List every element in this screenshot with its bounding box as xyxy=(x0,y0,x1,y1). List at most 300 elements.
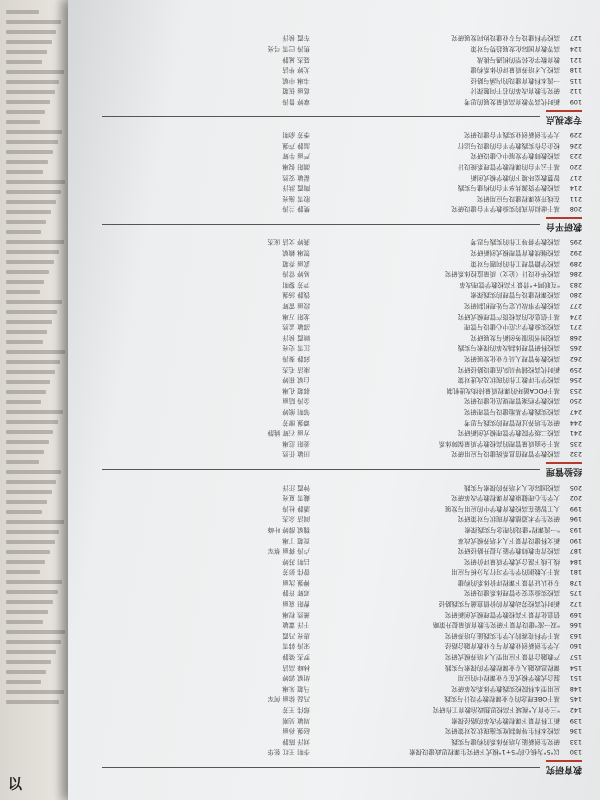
article-authors: 贺琳 赖斌 xyxy=(282,249,310,258)
article-title: 高校实验室安全管理体系建设研究 xyxy=(464,589,560,598)
article-authors: 周敏 吴刚 xyxy=(282,716,310,725)
article-authors: 傅强 沈丽 xyxy=(282,578,310,587)
toc-entry[interactable] xyxy=(102,736,582,747)
page-number: 286 xyxy=(569,270,582,279)
toc-entry[interactable] xyxy=(102,577,582,588)
toc-entry[interactable] xyxy=(102,65,582,76)
toc-entry[interactable] xyxy=(102,290,582,301)
toc-entry[interactable] xyxy=(102,151,582,162)
article-title: 基于信息化的高校资产管理模式研究 xyxy=(457,312,560,321)
toc-entry[interactable] xyxy=(102,204,582,215)
left-page-line xyxy=(6,650,56,654)
left-page-line xyxy=(6,190,61,194)
left-page-line xyxy=(6,440,49,444)
article-authors: 魏斌 薛婷 叶峰 xyxy=(267,525,310,534)
page-number: 181 xyxy=(569,568,582,577)
page-number: 295 xyxy=(569,238,582,247)
left-page-line xyxy=(6,290,40,294)
page-number: 274 xyxy=(569,312,582,321)
page-number: 169 xyxy=(569,610,582,619)
toc-entry[interactable] xyxy=(102,140,582,151)
page-number: 175 xyxy=(569,589,582,598)
toc-entry[interactable] xyxy=(102,343,582,354)
article-authors: 白斌 崔婷 xyxy=(282,376,310,385)
table-of-contents-page xyxy=(68,0,600,800)
left-page-line xyxy=(6,60,42,64)
page-number: 133 xyxy=(569,737,582,746)
article-authors: 林峰 高洁 xyxy=(282,663,310,672)
left-page-line xyxy=(6,130,62,134)
left-page-line xyxy=(6,530,59,534)
toc-entry[interactable] xyxy=(102,269,582,280)
article-title: 基于大数据的学生学习行为分析与应用 xyxy=(451,568,560,577)
toc-entry[interactable] xyxy=(102,704,582,715)
left-page-line xyxy=(6,370,55,374)
article-title: 新时代高校劳动教育的价值意蕴与实践路径 xyxy=(438,600,560,609)
toc-entry[interactable] xyxy=(102,130,582,141)
page-number: 253 xyxy=(569,386,582,395)
toc-entry[interactable] xyxy=(102,33,582,44)
section-rule xyxy=(102,116,540,117)
article-title: 高校教学事故认定与处理机制研究 xyxy=(464,302,560,311)
page-number: 229 xyxy=(569,131,582,140)
page-number: 277 xyxy=(569,302,582,311)
article-title: 教育数字化转型的机遇与挑战 xyxy=(476,55,560,64)
article-title: 高校二级学院教学管理模式创新研究 xyxy=(457,429,560,438)
article-title: 高校图书馆服务创新与发展研究 xyxy=(470,333,560,342)
article-authors: 车霞 侯洋 xyxy=(282,34,310,43)
left-page-line xyxy=(6,220,46,224)
page-number: 109 xyxy=(569,97,582,106)
article-authors: 邓辉 许静 xyxy=(282,589,310,598)
article-authors: 温静 芦强 xyxy=(282,141,310,150)
page-number: 148 xyxy=(569,684,582,693)
left-page-footer: 以 xyxy=(8,777,22,793)
article-authors: 樊静 兰涛 xyxy=(282,205,310,214)
page-number: 124 xyxy=(569,45,582,53)
left-page-line xyxy=(6,50,47,54)
toc-entry[interactable] xyxy=(102,353,582,364)
section-title: 经验管理 xyxy=(546,462,582,476)
page-number: 199 xyxy=(569,504,582,513)
article-title: 研究生学术道德教育现状与对策研究 xyxy=(457,515,560,524)
section-rule xyxy=(102,767,540,768)
page-number: 151 xyxy=(569,674,582,683)
article-authors: 江雪 史亮 xyxy=(282,344,310,353)
page-number: 115 xyxy=(569,76,582,85)
article-title: 高校学生评教工作的现状及改进对策 xyxy=(457,376,560,385)
toc-entry[interactable] xyxy=(102,449,582,460)
article-title: 混合式教学模式在专业课程中的应用 xyxy=(457,674,560,683)
article-authors: 聂杰 晁静 xyxy=(282,55,310,64)
left-page-line xyxy=(6,630,65,634)
toc-entry[interactable] xyxy=(102,86,582,97)
toc-entry[interactable] xyxy=(102,332,582,343)
left-page-line xyxy=(6,150,53,154)
article-authors: 田敏 任然 xyxy=(282,450,310,459)
page-number: 268 xyxy=(569,333,582,342)
article-authors: 尤婷 毕洁 xyxy=(282,66,310,75)
article-authors: 尹芳 黎明 xyxy=(282,280,310,289)
page-number: 127 xyxy=(569,34,582,43)
left-page-line xyxy=(6,250,59,254)
toc-entry[interactable] xyxy=(102,588,582,599)
article-authors: 季芳 俞明 xyxy=(282,131,310,140)
article-authors: 章婷 鲁涛 xyxy=(282,97,310,106)
article-title: 线上线下混合式教学质量评价研究 xyxy=(464,557,560,566)
toc-entry[interactable] xyxy=(102,546,582,557)
article-title: 高校科研管理体制改革的探索与实践 xyxy=(457,344,560,353)
page-number: 202 xyxy=(569,494,582,503)
page-number: 154 xyxy=(569,663,582,672)
article-authors: 武丽 乔超 xyxy=(282,259,310,268)
article-authors: 严丽 牛辉 xyxy=(282,152,310,161)
left-page-line xyxy=(6,280,44,284)
article-authors: 胡斌 郭婷 xyxy=(282,674,310,683)
toc-entry[interactable] xyxy=(102,641,582,652)
left-page-line xyxy=(6,410,63,414)
toc-entry[interactable] xyxy=(102,535,582,546)
article-title: 高校毕业设计（论文）质量监控体系研究 xyxy=(444,270,560,279)
article-title: 大学生创新创业教育与专业教育融合路径 xyxy=(444,642,560,651)
article-title: 产教融合背景下应用型人才培养模式研究 xyxy=(444,653,560,662)
article-title: 研究生培养过程管理的实践与思考 xyxy=(464,418,560,427)
article-title: 在线开放课程建设与应用研究 xyxy=(476,194,560,203)
article-authors: 郝超 孔琳 xyxy=(282,386,310,395)
page-number: 121 xyxy=(569,55,582,64)
article-authors: 邵敏 孟然 xyxy=(282,323,310,332)
left-page-line xyxy=(6,100,50,104)
toc-entry[interactable] xyxy=(102,406,582,417)
left-page-line xyxy=(6,330,47,334)
article-authors: 邱静 秦涛 xyxy=(282,355,310,364)
article-title: 高校教务管理人员专业化发展研究 xyxy=(464,355,560,364)
article-title: 高校继续教育管理模式创新研究 xyxy=(470,249,560,258)
page-number: 130 xyxy=(569,748,582,757)
toc-entry[interactable] xyxy=(102,715,582,726)
toc-entry[interactable] xyxy=(102,524,582,535)
article-authors: 金涛 陆丽 xyxy=(282,397,310,406)
toc-entry[interactable] xyxy=(102,683,582,694)
toc-entry[interactable] xyxy=(102,428,582,439)
article-title: "三全育人"视域下高校思想政治教育工作研究 xyxy=(432,706,560,715)
page-number: 211 xyxy=(569,194,582,203)
article-authors: 唐亮 冯霞 xyxy=(282,631,310,640)
toc-entry[interactable] xyxy=(102,279,582,290)
toc-entry[interactable] xyxy=(102,726,582,737)
article-title: 基于学科竞赛的大学生实践能力培养研究 xyxy=(444,631,560,640)
article-authors: 萧然 程琳 xyxy=(282,610,310,619)
page-number: 226 xyxy=(569,141,582,150)
article-authors: 姜阳 范琳 xyxy=(282,439,310,448)
toc-entry[interactable] xyxy=(102,503,582,514)
left-page-line xyxy=(6,560,45,564)
left-page-line xyxy=(6,450,44,454)
toc-entry[interactable] xyxy=(102,300,582,311)
left-page-line xyxy=(6,70,64,74)
page-number: 157 xyxy=(569,653,582,662)
left-page-line xyxy=(6,470,61,474)
left-page-line xyxy=(6,270,49,274)
article-authors: 康洁 毛杰 xyxy=(282,365,310,374)
page-number: 142 xyxy=(569,706,582,715)
left-page-line xyxy=(6,460,39,464)
left-page-line xyxy=(6,230,41,234)
page-number: 136 xyxy=(569,727,582,736)
section-heading xyxy=(102,110,582,124)
page-number: 196 xyxy=(569,515,582,524)
page-number: 280 xyxy=(569,291,582,300)
toc-entry[interactable] xyxy=(102,258,582,269)
article-authors: 于洋 董敏 xyxy=(282,621,310,630)
article-title: 信息化背景下高校教学管理模式创新研究 xyxy=(444,610,560,619)
article-authors: 葛丽 伍超 xyxy=(282,87,310,96)
article-authors: 龚婷 文洁 庞杰 xyxy=(267,238,310,247)
left-page-line xyxy=(6,120,40,124)
left-page-line xyxy=(6,140,58,144)
article-title: 大学生心理健康教育课程教学改革研究 xyxy=(451,494,560,503)
article-title: 高校教学督导工作的实践与思考 xyxy=(470,238,560,247)
article-title: 高校教学档案管理规范化建设研究 xyxy=(464,397,560,406)
toc-entry[interactable] xyxy=(102,385,582,396)
article-authors: 潘静 杜涛 xyxy=(282,504,310,513)
section-title: 教研平台 xyxy=(546,217,582,231)
article-title: 基于全面质量管理的高校教学质量保障体系 xyxy=(438,439,560,448)
article-authors: 李明 王红 张华 xyxy=(267,748,310,757)
left-page-line xyxy=(6,690,64,694)
left-page-line xyxy=(6,310,57,314)
page-number: 112 xyxy=(569,87,582,96)
page-number: 244 xyxy=(569,418,582,427)
article-authors: 谭强 廖芳 xyxy=(282,418,310,427)
article-authors: 马超 朱琳 xyxy=(282,684,310,693)
article-authors: 焦涛 巴雪 弓亮 xyxy=(267,45,310,53)
left-page-line xyxy=(6,40,52,44)
toc-entry[interactable] xyxy=(102,514,582,525)
page-number: 163 xyxy=(569,631,582,640)
left-page-line xyxy=(6,30,56,34)
toc-entry[interactable] xyxy=(102,311,582,322)
article-authors: 刘洋 陈静 xyxy=(282,737,310,746)
left-page-line xyxy=(6,80,59,84)
toc-entry[interactable] xyxy=(102,375,582,386)
toc-entry[interactable] xyxy=(102,609,582,620)
page-number: 193 xyxy=(569,525,582,534)
toc-entry[interactable] xyxy=(102,493,582,504)
left-page-line xyxy=(6,340,43,344)
article-title: 新时代高校辅导员队伍建设路径研究 xyxy=(457,365,560,374)
toc-entry[interactable] xyxy=(102,396,582,407)
left-page-line xyxy=(6,180,65,184)
left-page-line xyxy=(6,350,65,354)
page-number: 172 xyxy=(569,600,582,609)
article-title: 高校国际化人才培养的探索与实践 xyxy=(464,483,560,492)
article-authors: 陶霞 洪洋 xyxy=(282,184,310,193)
article-authors: 曾伟 彭芳 xyxy=(282,568,310,577)
left-page-line xyxy=(6,500,47,504)
article-title: 基于PDCA循环的课程质量持续改进机制 xyxy=(446,386,560,395)
toc-entry[interactable] xyxy=(102,364,582,375)
toc-entry[interactable] xyxy=(102,438,582,449)
article-authors: 阎洁 余杰 xyxy=(282,515,310,524)
article-title: 课程思政融入专业课程教学的探索与实践 xyxy=(444,663,560,672)
article-title: "互联网+"背景下高校教学管理改革 xyxy=(459,280,560,289)
article-title: 高校课程建设与管理的实践探索 xyxy=(470,291,560,300)
left-page-line xyxy=(6,20,61,24)
page-number: 166 xyxy=(569,621,582,630)
toc-entry[interactable] xyxy=(102,54,582,65)
left-page-line xyxy=(6,110,45,114)
toc-entry[interactable] xyxy=(102,567,582,578)
toc-entry[interactable] xyxy=(102,694,582,705)
article-title: 研究生创新能力培养体系的构建与实践 xyxy=(451,737,560,746)
article-title: 高校青年教师教学能力提升路径研究 xyxy=(457,547,560,556)
rotated-content xyxy=(68,0,600,800)
toc-entry[interactable] xyxy=(102,747,582,758)
article-title: 研究生教育改革的若干问题探讨 xyxy=(470,87,560,96)
toc-entry[interactable] xyxy=(102,620,582,631)
article-authors: 赵强 孙丽 xyxy=(282,727,310,736)
article-title: 新工科背景下课程教学改革的路径探索 xyxy=(451,716,560,725)
section-title: 专家视点 xyxy=(546,110,582,124)
left-page-line xyxy=(6,90,55,94)
article-authors: 龙阳 万琳 xyxy=(282,312,310,321)
toc-entry[interactable] xyxy=(102,673,582,684)
left-page-line xyxy=(6,300,62,304)
article-title: "一流课程"建设的理念与实践探索 xyxy=(464,525,560,534)
section-rule xyxy=(102,469,540,470)
page-number: 208 xyxy=(569,205,582,214)
article-authors: 段丽 雷辉 xyxy=(282,302,310,311)
section-heading xyxy=(102,462,582,476)
page-number: 250 xyxy=(569,397,582,406)
article-authors: 翟敏 安然 xyxy=(282,173,310,182)
article-title: 人工智能在高校教育教学中的应用与发展 xyxy=(444,504,560,513)
page-number: 283 xyxy=(569,280,582,289)
section-rule xyxy=(102,224,540,225)
toc-entry[interactable] xyxy=(102,630,582,641)
toc-entry[interactable] xyxy=(102,482,582,493)
article-title: 以"5"为核心的"5+1"模式下研究生课程思政建设探索 xyxy=(409,748,560,757)
left-page-line xyxy=(6,610,48,614)
toc-entry[interactable] xyxy=(102,417,582,428)
article-title: 高校教学管理信息系统建设与应用研究 xyxy=(451,450,560,459)
page-number: 259 xyxy=(569,365,582,374)
left-page-line xyxy=(6,520,64,524)
toc-entry[interactable] xyxy=(102,75,582,86)
page-number: 118 xyxy=(569,66,582,75)
page-number: 265 xyxy=(569,344,582,353)
article-title: 一流本科教育建设的内涵与路径 xyxy=(470,76,560,85)
page-number: 271 xyxy=(569,323,582,332)
page-number: 223 xyxy=(569,152,582,161)
article-authors: 顾霞 侯洋 xyxy=(282,333,310,342)
page-number: 220 xyxy=(569,162,582,171)
toc-entry[interactable] xyxy=(102,96,582,107)
left-page-line xyxy=(6,660,51,664)
toc-entry[interactable] xyxy=(102,248,582,259)
page-number: 241 xyxy=(569,429,582,438)
page-number: 235 xyxy=(569,439,582,448)
article-authors: 罗杰 梁静 xyxy=(282,653,310,662)
article-authors: 曹阳 袁丽 xyxy=(282,600,310,609)
left-book-page xyxy=(0,0,78,800)
page-number: 256 xyxy=(569,376,582,385)
page-number: 184 xyxy=(569,557,582,566)
toc-entry[interactable] xyxy=(102,599,582,610)
toc-content xyxy=(102,33,582,780)
toc-entry[interactable] xyxy=(102,161,582,172)
toc-entry[interactable] xyxy=(102,556,582,567)
toc-entry[interactable] xyxy=(102,322,582,333)
section-heading xyxy=(102,760,582,774)
page-number: 178 xyxy=(569,578,582,587)
left-page-line xyxy=(6,590,58,594)
article-authors: 易婷 常涛 xyxy=(282,270,310,279)
article-authors: 卢涛 蒋丽 蔡军 xyxy=(267,547,310,556)
left-page-line xyxy=(6,670,46,674)
article-authors: 冯磊 徐丽 何军 xyxy=(267,695,310,704)
left-page-line xyxy=(6,390,46,394)
left-page-line xyxy=(6,10,39,14)
article-title: 高等教育国际化发展趋势与对策 xyxy=(470,45,560,53)
article-title: 高校实践教学基地建设与管理研究 xyxy=(464,408,560,416)
left-page-line xyxy=(6,320,52,324)
toc-entry[interactable] xyxy=(102,172,582,183)
toc-entry[interactable] xyxy=(102,43,582,54)
article-authors: 钟霞 汪洋 xyxy=(282,483,310,492)
left-page-line xyxy=(6,160,48,164)
article-authors: 颜阳 倪琳 xyxy=(282,162,310,171)
article-title: 高校人才培养质量评价体系构建 xyxy=(470,66,560,75)
page-number: 289 xyxy=(569,259,582,268)
page-number: 247 xyxy=(569,408,582,416)
toc-entry[interactable] xyxy=(102,193,582,204)
section-title: 教育研究 xyxy=(546,760,582,774)
left-page-line xyxy=(6,240,64,244)
article-title: 高校本科生导师制度实施现状及对策研究 xyxy=(444,727,560,736)
article-authors: 吕明 苏婷 xyxy=(282,557,310,566)
toc-entry[interactable] xyxy=(102,662,582,673)
article-title: 基于虚拟仿真的实验教学平台建设研究 xyxy=(451,205,560,214)
left-page-line xyxy=(6,400,41,404)
article-title: 高校学籍管理工作的问题与对策 xyxy=(470,259,560,268)
page-number: 187 xyxy=(569,547,582,556)
article-title: 新文科建设背景下人才培养模式改革 xyxy=(457,536,560,545)
toc-entry[interactable] xyxy=(102,237,582,248)
toc-entry[interactable] xyxy=(102,183,582,194)
article-title: 高校学科建设与专业建设协同发展研究 xyxy=(451,34,560,43)
page-number: 190 xyxy=(569,536,582,545)
left-page-line xyxy=(6,430,53,434)
article-title: 基于OBE理念的专业课程教学设计与实践 xyxy=(444,695,560,704)
toc-entry[interactable] xyxy=(102,651,582,662)
page-number: 292 xyxy=(569,249,582,258)
page-number: 214 xyxy=(569,184,582,193)
left-page-line xyxy=(6,550,50,554)
article-title: 高校教师教学发展中心建设研究 xyxy=(470,152,560,161)
left-page-line xyxy=(6,600,53,604)
section-heading xyxy=(102,217,582,231)
article-title: "双一流"建设背景下研究生教育质量提升策略 xyxy=(432,621,560,630)
article-authors: 钱静 汤强 xyxy=(282,291,310,300)
left-page-line xyxy=(6,360,60,364)
left-page-line xyxy=(6,260,54,264)
page-number: 145 xyxy=(569,695,582,704)
article-authors: 邹明 熊婷 xyxy=(282,408,310,416)
article-authors: 郑伟 王芳 xyxy=(282,706,310,715)
article-title: 大学生创新创业实践平台建设研究 xyxy=(464,131,560,140)
